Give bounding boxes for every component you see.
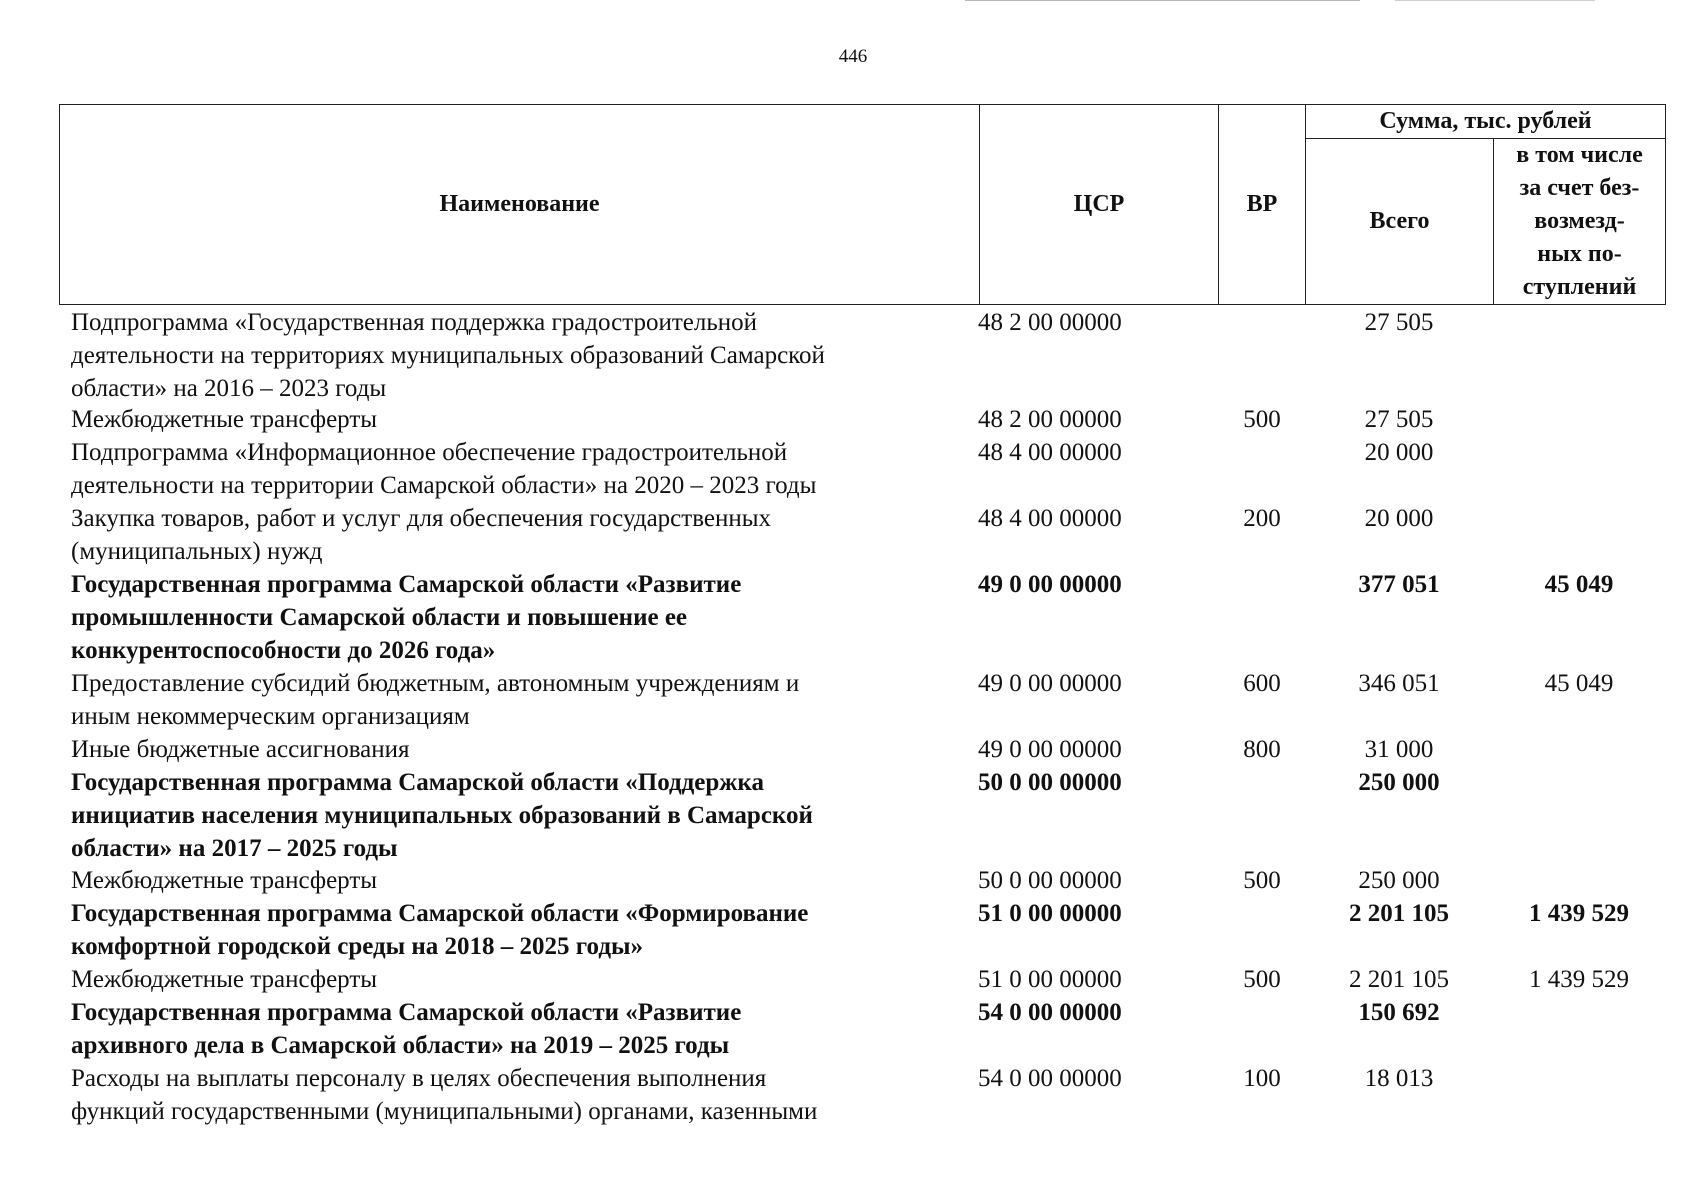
row-vr: 500 — [1243, 867, 1281, 894]
row-total: 377 051 — [1358, 571, 1440, 598]
table-header — [59, 104, 1666, 305]
row-vr: 100 — [1243, 1065, 1281, 1092]
row-csr: 49 0 00 00000 — [978, 736, 1122, 763]
row-vr: 200 — [1243, 505, 1281, 532]
header-sum-group: Сумма, тыс. рублей — [1306, 105, 1666, 139]
row-csr: 51 0 00 00000 — [978, 966, 1122, 993]
row-free: 45 049 — [1544, 571, 1614, 598]
row-csr: 48 4 00 00000 — [978, 439, 1122, 466]
row-csr: 54 0 00 00000 — [978, 1065, 1122, 1092]
row-total: 250 000 — [1358, 769, 1440, 796]
scan-edge-line — [965, 0, 1360, 1]
row-name: Закупка товаров, работ и услуг для обеспечения государственных (муниципальных) нужд — [71, 505, 772, 565]
row-total: 346 051 — [1358, 670, 1440, 697]
row-total: 18 013 — [1364, 1065, 1434, 1092]
row-csr: 48 2 00 00000 — [978, 309, 1122, 336]
row-name: Государственная программа Самарской области «Формирование комфортной городской среды на 2018 – 2025 годы» — [71, 900, 809, 960]
row-name: Государственная программа Самарской области «Поддержка инициатив населения муниципальных образований в Самарской области» на 2017 – 2025 годы — [71, 769, 813, 862]
row-csr: 49 0 00 00000 — [978, 571, 1122, 598]
row-vr: 500 — [1243, 966, 1281, 993]
row-vr: 800 — [1243, 736, 1281, 763]
row-total: 20 000 — [1364, 439, 1434, 466]
row-total: 150 692 — [1358, 999, 1440, 1026]
row-csr: 48 2 00 00000 — [978, 406, 1122, 433]
row-name: Государственная программа Самарской области «Развитие архивного дела в Самарской области» на 2019 – 2025 годы — [71, 999, 742, 1059]
row-total: 2 201 105 — [1349, 966, 1449, 993]
row-vr: 500 — [1243, 406, 1281, 433]
header-vr: ВР — [1219, 105, 1306, 305]
scan-edge-line — [1395, 0, 1595, 1]
row-free: 45 049 — [1544, 670, 1614, 697]
row-name: Подпрограмма «Государственная поддержка градостроительной деятельности на территориях муниципальных образований Самарской области» на 2016 – 2023 годы — [71, 309, 825, 402]
row-name: Расходы на выплаты персоналу в целях обеспечения выполнения функций государственными (муниципальными) органами, казенными — [71, 1065, 818, 1125]
row-name: Государственная программа Самарской области «Развитие промышленности Самарской области и повышение ее конкурентоспособности до 2026 года» — [71, 571, 742, 664]
row-name: Предоставление субсидий бюджетным, автономным учреждениям и иным некоммерческим организациям — [71, 670, 800, 730]
header-free-receipts: в том числе за счет без- возмезд- ных по- ступлений — [1494, 139, 1666, 305]
row-total: 20 000 — [1364, 505, 1434, 532]
row-name: Межбюджетные трансферты — [71, 867, 378, 894]
row-csr: 48 4 00 00000 — [978, 505, 1122, 532]
row-csr: 49 0 00 00000 — [978, 670, 1122, 697]
row-csr: 54 0 00 00000 — [978, 999, 1122, 1026]
row-name: Иные бюджетные ассигнования — [71, 736, 410, 763]
row-name: Межбюджетные трансферты — [71, 406, 378, 433]
row-vr: 600 — [1243, 670, 1281, 697]
row-total: 31 000 — [1364, 736, 1434, 763]
row-free: 1 439 529 — [1529, 966, 1629, 993]
row-free: 1 439 529 — [1529, 900, 1629, 927]
row-name: Межбюджетные трансферты — [71, 966, 378, 993]
header-name: Наименование — [60, 105, 980, 305]
row-csr: 50 0 00 00000 — [978, 867, 1122, 894]
page-number: 446 — [838, 46, 868, 67]
header-csr: ЦСР — [980, 105, 1219, 305]
row-name: Подпрограмма «Информационное обеспечение градостроительной деятельности на территории Самарской области» на 2020 – 2023 годы — [71, 439, 817, 499]
row-csr: 50 0 00 00000 — [978, 769, 1122, 796]
row-total: 27 505 — [1364, 406, 1434, 433]
header-total: Всего — [1306, 139, 1494, 305]
row-csr: 51 0 00 00000 — [978, 900, 1122, 927]
row-total: 250 000 — [1358, 867, 1440, 894]
row-total: 2 201 105 — [1349, 900, 1449, 927]
row-total: 27 505 — [1364, 309, 1434, 336]
